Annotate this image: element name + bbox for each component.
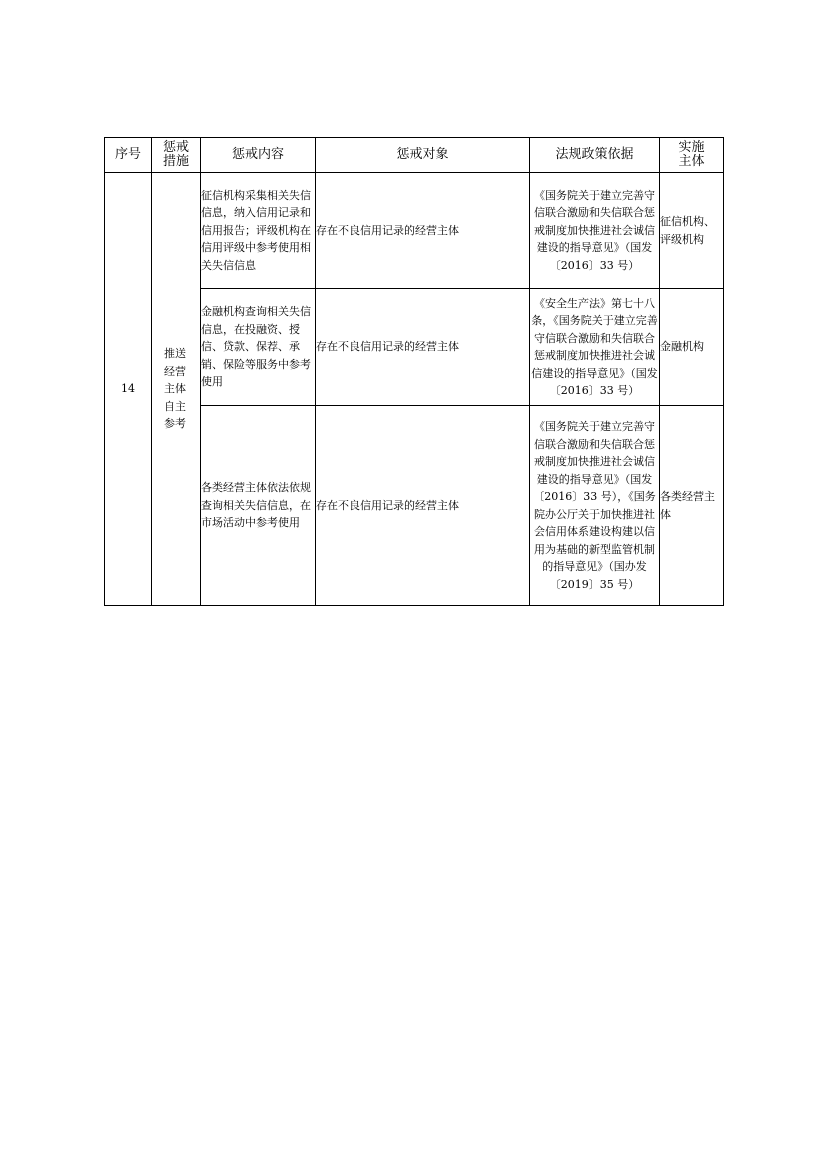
agent-text: 金融机构 — [660, 340, 704, 354]
target-text: 存在不良信用记录的经营主体 — [316, 340, 459, 354]
agent-cell — [660, 406, 724, 606]
agent-text: 各类经营主体 — [660, 490, 715, 521]
basis-text: 《安全生产法》第七十八条，《国务院关于建立完善守信联合激励和失信联合惩戒制度加快推进社会诚信建设的指导意见》（国发〔2016〕33 号） — [531, 296, 658, 397]
table-row — [105, 173, 724, 289]
header-agent-label: 实施主体 — [678, 140, 705, 169]
header-agent — [660, 138, 724, 173]
header-seq: 序号 — [105, 138, 152, 173]
seq-cell: 14 — [105, 173, 152, 606]
target-cell — [316, 173, 530, 289]
basis-cell — [530, 173, 660, 289]
content-cell — [201, 289, 316, 406]
basis-text: 《国务院关于建立完善守信联合激励和失信联合惩戒制度加快推进社会诚信建设的指导意见》（国发〔2016〕33 号） — [534, 188, 655, 272]
agent-cell — [660, 173, 724, 289]
target-text: 存在不良信用记录的经营主体 — [316, 498, 459, 512]
content-cell — [201, 173, 316, 289]
content-text: 各类经营主体依法依规查询相关失信信息，在市场活动中参考使用 — [201, 481, 311, 530]
header-target: 惩戒对象 — [316, 138, 530, 173]
header-content: 惩戒内容 — [201, 138, 316, 173]
measure-text: 推送经营主体自主参考 — [164, 347, 186, 431]
target-cell — [316, 406, 530, 606]
header-measure — [152, 138, 201, 173]
content-text: 征信机构采集相关失信信息，纳入信用记录和信用报告；评级机构在信用评级中参考使用相关失信信息 — [201, 188, 311, 272]
content-text: 金融机构查询相关失信信息，在投融资、授信、贷款、保荐、承销、保险等服务中参考使用 — [201, 305, 311, 389]
target-cell — [316, 289, 530, 406]
header-measure-label: 惩戒措施 — [162, 140, 189, 169]
target-text: 存在不良信用记录的经营主体 — [316, 223, 459, 237]
agent-cell — [660, 289, 724, 406]
agent-text: 征信机构、评级机构 — [660, 215, 715, 246]
basis-cell — [530, 289, 660, 406]
content-cell — [201, 406, 316, 606]
table-header-row — [105, 138, 724, 173]
header-basis: 法规政策依据 — [530, 138, 660, 173]
punishment-measures-table — [104, 137, 724, 606]
basis-text: 《国务院关于建立完善守信联合激励和失信联合惩戒制度加快推进社会诚信建设的指导意见》（国发〔2016〕33 号），《国务院办公厅关于加快推进社会信用体系建设构建以信用为基础的新型监管机制的指导意见》（国办发〔2019〕35 号） — [533, 420, 656, 591]
measure-cell — [152, 173, 201, 606]
basis-cell — [530, 406, 660, 606]
